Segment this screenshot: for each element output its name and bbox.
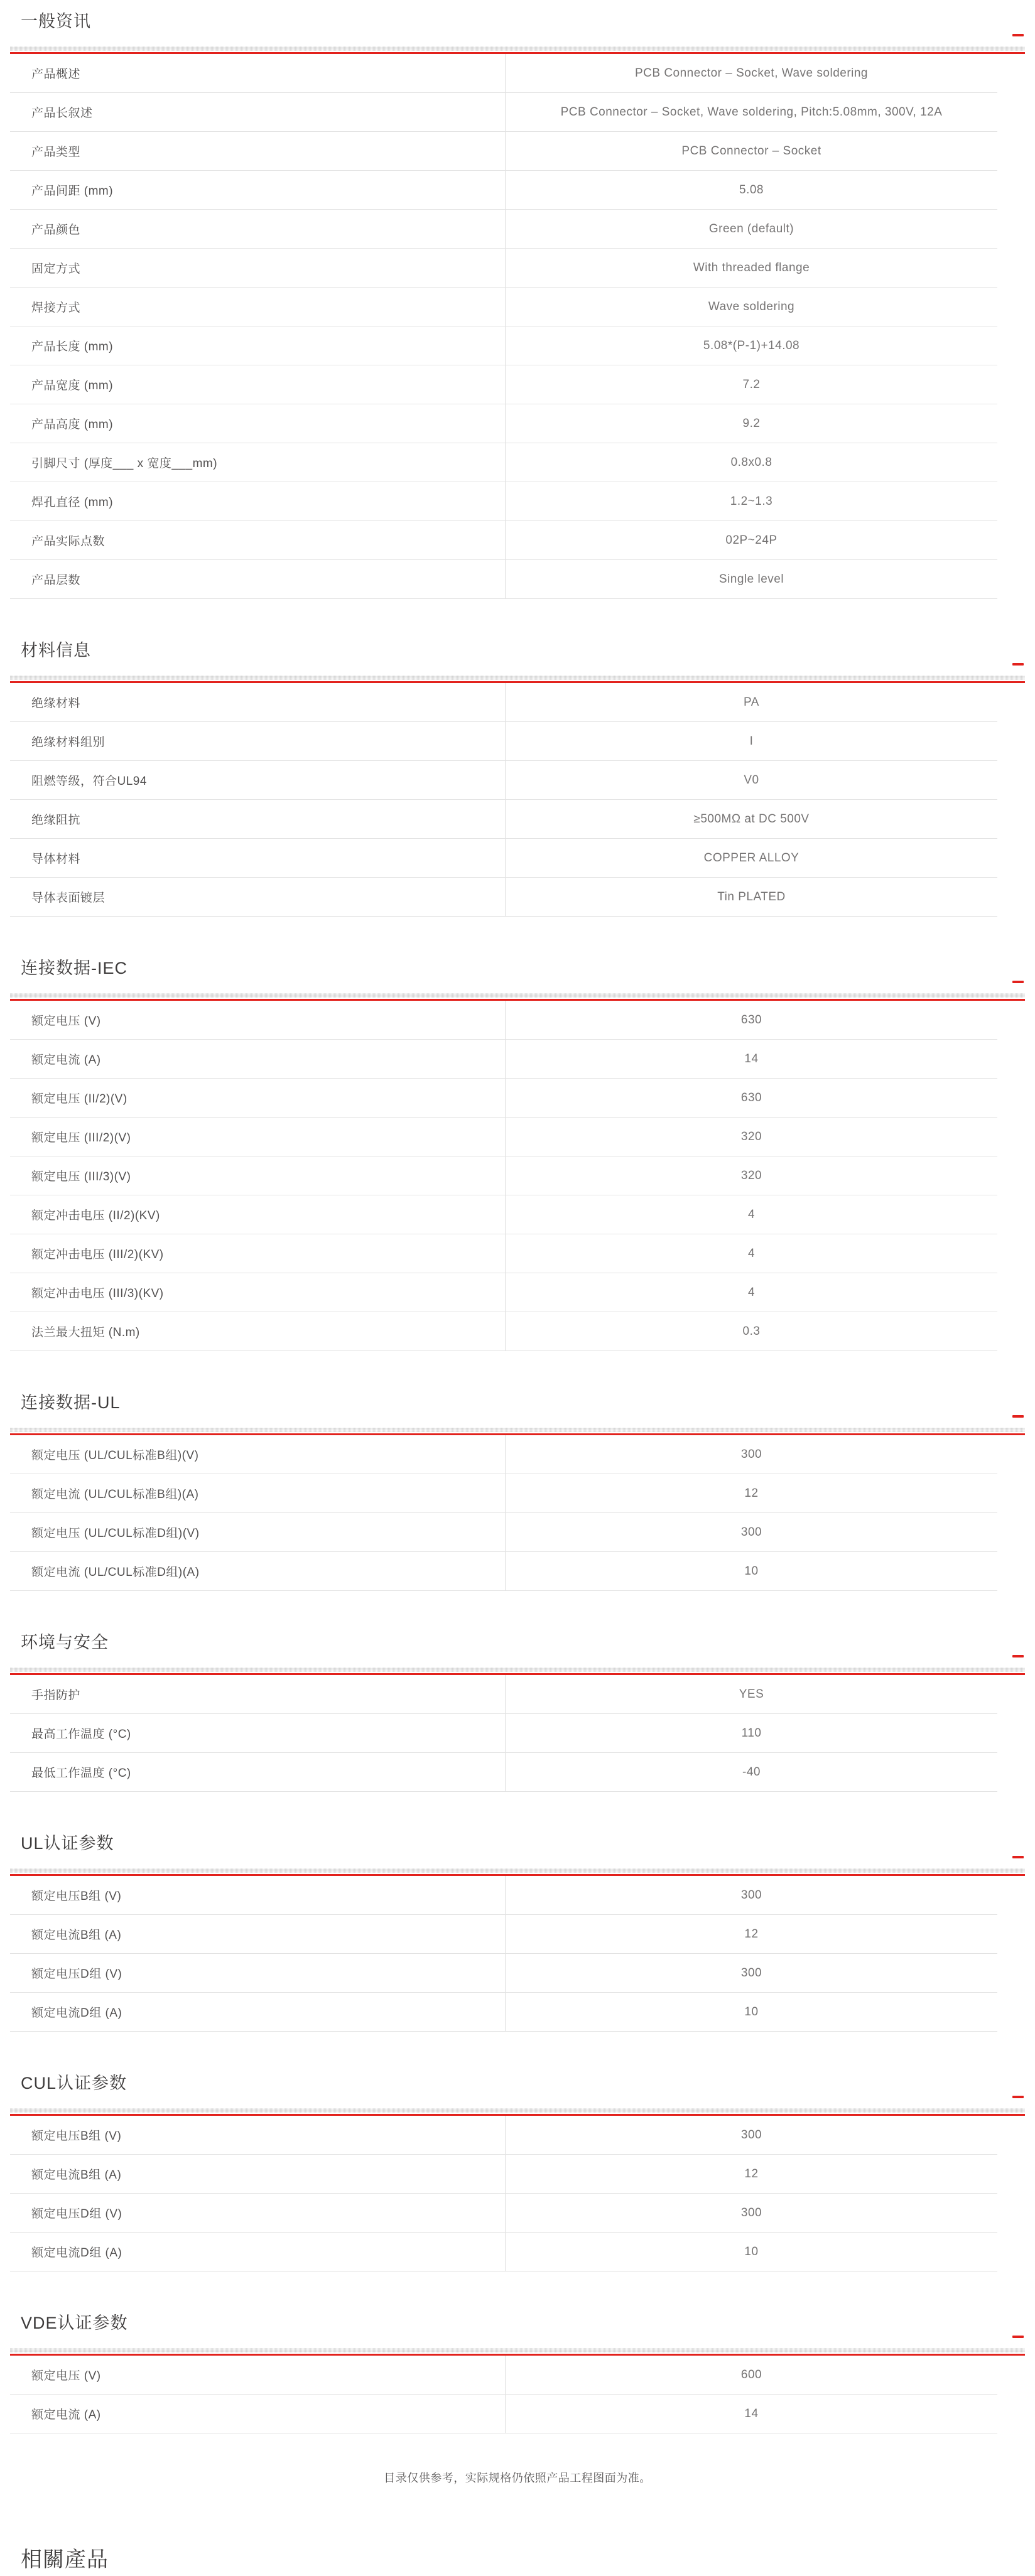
spec-row — [10, 1156, 997, 1195]
spec-value: 300 — [740, 1888, 762, 1902]
spec-table — [10, 1675, 997, 1792]
collapse-minus-icon[interactable] — [1012, 2096, 1024, 2098]
section-title: 环境与安全 — [21, 1633, 109, 1652]
section-material-info — [10, 638, 1025, 917]
hatch-band — [10, 676, 1025, 680]
related-products-title: 相關產品 — [21, 2548, 109, 2572]
spec-row — [10, 1195, 997, 1234]
spec-value: 10 — [744, 2005, 759, 2018]
spec-sections-container — [10, 9, 1025, 2433]
red-rule — [10, 2114, 1025, 2116]
spec-label: 导体材料 — [10, 839, 506, 877]
spec-row — [10, 1234, 997, 1273]
spec-row — [10, 2155, 997, 2194]
spec-row — [10, 1273, 997, 1312]
spec-row — [10, 1954, 997, 1993]
spec-value: 320 — [740, 1168, 762, 1182]
spec-label: 最高工作温度 (°C) — [10, 1714, 506, 1752]
spec-value: 600 — [740, 2368, 762, 2381]
collapse-minus-icon[interactable] — [1012, 981, 1024, 983]
spec-label: 额定电压B组 (V) — [10, 2116, 506, 2154]
spec-label: 额定冲击电压 (III/3)(KV) — [10, 1273, 506, 1312]
spec-value: 5.08 — [739, 183, 764, 197]
section-vde-certification — [10, 2310, 1025, 2433]
disclaimer-note: 目录仅供参考，实际规格仍依照产品工程图面为准。 — [384, 2472, 651, 2484]
section-environment-safety — [10, 1630, 1025, 1792]
spec-label: 额定电压B组 (V) — [10, 1876, 506, 1914]
spec-label: 额定电压 (III/2)(V) — [10, 1118, 506, 1156]
spec-label: 额定电压 (UL/CUL标准B组)(V) — [10, 1435, 506, 1474]
spec-row — [10, 722, 997, 761]
spec-label: 产品宽度 (mm) — [10, 365, 506, 404]
spec-label: 额定电流D组 (A) — [10, 2233, 506, 2271]
spec-row — [10, 443, 997, 482]
hatch-band — [10, 1668, 1025, 1672]
spec-value: With threaded flange — [693, 261, 810, 274]
spec-value: 300 — [740, 1966, 762, 1980]
spec-row — [10, 1079, 997, 1118]
collapse-minus-icon[interactable] — [1012, 1415, 1024, 1418]
section-rule-zone — [10, 676, 1025, 683]
spec-row — [10, 1876, 997, 1915]
spec-table — [10, 1435, 997, 1591]
section-general-info — [10, 9, 1025, 599]
spec-label: 绝缘阻抗 — [10, 800, 506, 838]
section-rule-zone — [10, 993, 1025, 1001]
spec-label: 绝缘材料 — [10, 683, 506, 721]
spec-label: 额定电流 (A) — [10, 1040, 506, 1078]
spec-label: 导体表面镀层 — [10, 878, 506, 916]
spec-row — [10, 2233, 997, 2272]
spec-value: 4 — [747, 1246, 756, 1260]
spec-row — [10, 2395, 997, 2433]
spec-label: 固定方式 — [10, 249, 506, 287]
spec-value: 4 — [747, 1285, 756, 1299]
section-title: 一般资讯 — [21, 12, 91, 31]
spec-value: 02P~24P — [725, 533, 778, 547]
spec-row — [10, 54, 997, 93]
spec-row — [10, 1435, 997, 1474]
spec-row — [10, 683, 997, 722]
collapse-minus-icon[interactable] — [1012, 1856, 1024, 1858]
collapse-minus-icon[interactable] — [1012, 1655, 1024, 1657]
section-title: 连接数据-IEC — [21, 959, 127, 978]
spec-value: 14 — [744, 1052, 759, 1065]
hatch-band — [10, 2108, 1025, 2113]
spec-row — [10, 288, 997, 326]
red-rule — [10, 999, 1025, 1001]
spec-value: 12 — [744, 1927, 759, 1941]
spec-row — [10, 365, 997, 404]
spec-value: 12 — [744, 2167, 759, 2180]
spec-label: 引脚尺寸 (厚度___ x 宽度___mm) — [10, 443, 506, 482]
spec-value: 300 — [740, 1525, 762, 1539]
section-title: CUL认证参数 — [21, 2074, 127, 2093]
spec-value: YES — [739, 1687, 764, 1701]
spec-value: 300 — [740, 1447, 762, 1461]
spec-table — [10, 683, 997, 917]
section-rule-zone — [10, 1668, 1025, 1675]
spec-label: 产品实际点数 — [10, 521, 506, 559]
hatch-band — [10, 1868, 1025, 1873]
spec-value: 10 — [744, 1564, 759, 1578]
spec-row — [10, 2116, 997, 2155]
spec-table — [10, 2116, 997, 2272]
spec-label: 阻燃等级，符合UL94 — [10, 761, 506, 799]
section-title: VDE认证参数 — [21, 2314, 128, 2332]
spec-row — [10, 1753, 997, 1792]
spec-label: 焊孔直径 (mm) — [10, 482, 506, 520]
section-title: UL认证参数 — [21, 1834, 114, 1853]
spec-label: 额定电流B组 (A) — [10, 1915, 506, 1953]
spec-label: 产品颜色 — [10, 210, 506, 248]
section-rule-zone — [10, 1868, 1025, 1876]
red-rule — [10, 1673, 1025, 1675]
section-connection-data-ul — [10, 1390, 1025, 1591]
spec-value: I — [749, 734, 754, 748]
section-rule-zone — [10, 46, 1025, 54]
spec-row — [10, 1474, 997, 1513]
spec-value: Wave soldering — [708, 299, 795, 313]
spec-label: 额定电压 (UL/CUL标准D组)(V) — [10, 1513, 506, 1551]
spec-value: PCB Connector – Socket — [681, 144, 821, 158]
spec-row — [10, 761, 997, 800]
section-rule-zone — [10, 1428, 1025, 1435]
spec-value: 320 — [740, 1129, 762, 1143]
spec-label: 绝缘材料组别 — [10, 722, 506, 760]
spec-row — [10, 1714, 997, 1753]
spec-value: 4 — [747, 1207, 756, 1221]
spec-row — [10, 326, 997, 365]
spec-label: 额定电流B组 (A) — [10, 2155, 506, 2193]
spec-row — [10, 2194, 997, 2233]
hatch-band — [10, 1428, 1025, 1432]
spec-row — [10, 521, 997, 560]
spec-row — [10, 1552, 997, 1591]
spec-row — [10, 1513, 997, 1552]
spec-value: PA — [744, 695, 759, 709]
spec-label: 额定电压 (V) — [10, 1001, 506, 1039]
section-ul-certification — [10, 1831, 1025, 2032]
spec-label: 焊接方式 — [10, 288, 506, 326]
red-rule — [10, 1433, 1025, 1435]
red-rule — [10, 1874, 1025, 1876]
spec-row — [10, 1312, 997, 1351]
spec-row — [10, 1118, 997, 1156]
spec-value: 300 — [740, 2206, 762, 2219]
spec-label: 额定电压 (V) — [10, 2356, 506, 2394]
spec-row — [10, 2356, 997, 2395]
spec-table — [10, 54, 997, 599]
spec-value: ≥500MΩ at DC 500V — [693, 812, 810, 826]
spec-row — [10, 560, 997, 599]
spec-row — [10, 1915, 997, 1954]
spec-label: 产品间距 (mm) — [10, 171, 506, 209]
spec-label: 额定电压D组 (V) — [10, 2194, 506, 2232]
spec-row — [10, 1993, 997, 2032]
spec-label: 产品类型 — [10, 132, 506, 170]
spec-label: 手指防护 — [10, 1675, 506, 1713]
section-rule-zone — [10, 2108, 1025, 2116]
spec-row — [10, 404, 997, 443]
section-connection-data-iec — [10, 956, 1025, 1351]
spec-label: 产品高度 (mm) — [10, 404, 506, 443]
spec-label: 额定电压 (III/3)(V) — [10, 1156, 506, 1195]
section-cul-certification — [10, 2071, 1025, 2272]
spec-value: Green (default) — [708, 222, 794, 235]
spec-label: 额定电流 (UL/CUL标准B组)(A) — [10, 1474, 506, 1512]
section-title: 连接数据-UL — [21, 1393, 121, 1412]
red-rule — [10, 2354, 1025, 2356]
spec-row — [10, 878, 997, 917]
spec-value: Tin PLATED — [717, 890, 786, 903]
spec-label: 额定电压 (II/2)(V) — [10, 1079, 506, 1117]
spec-value: 5.08*(P-1)+14.08 — [703, 338, 800, 352]
spec-value: 14 — [744, 2406, 759, 2420]
collapse-minus-icon[interactable] — [1012, 2336, 1024, 2338]
spec-label: 额定电流 (A) — [10, 2395, 506, 2433]
spec-value: 0.3 — [742, 1324, 761, 1338]
spec-row — [10, 249, 997, 288]
spec-row — [10, 1040, 997, 1079]
spec-value: Single level — [718, 572, 784, 586]
spec-value: COPPER ALLOY — [703, 851, 799, 865]
spec-table — [10, 1001, 997, 1351]
spec-label: 额定电压D组 (V) — [10, 1954, 506, 1992]
section-rule-zone — [10, 2348, 1025, 2356]
spec-label: 法兰最大扭矩 (N.m) — [10, 1312, 506, 1350]
spec-label: 额定冲击电压 (II/2)(KV) — [10, 1195, 506, 1234]
spec-row — [10, 482, 997, 521]
spec-value: 1.2~1.3 — [730, 494, 773, 508]
spec-value: PCB Connector – Socket, Wave soldering, Pitch:5.08mm, 300V, 12A — [560, 105, 943, 119]
collapse-minus-icon[interactable] — [1012, 663, 1024, 666]
spec-value: 110 — [741, 1726, 762, 1740]
spec-label: 产品概述 — [10, 54, 506, 92]
spec-label: 产品层数 — [10, 560, 506, 598]
spec-label: 最低工作温度 (°C) — [10, 1753, 506, 1791]
spec-value: 7.2 — [742, 377, 761, 391]
spec-value: 9.2 — [742, 416, 761, 430]
hatch-band — [10, 2348, 1025, 2352]
spec-table — [10, 1876, 997, 2032]
hatch-band — [10, 46, 1025, 51]
section-title: 材料信息 — [21, 641, 91, 660]
spec-row — [10, 839, 997, 878]
spec-value: 630 — [740, 1013, 762, 1027]
spec-value: 10 — [744, 2245, 759, 2258]
spec-label: 额定电流D组 (A) — [10, 1993, 506, 2031]
spec-row — [10, 132, 997, 171]
spec-row — [10, 1001, 997, 1040]
spec-row — [10, 93, 997, 132]
hatch-band — [10, 993, 1025, 998]
spec-row — [10, 210, 997, 249]
spec-label: 额定冲击电压 (III/2)(KV) — [10, 1234, 506, 1273]
spec-value: -40 — [742, 1765, 761, 1779]
spec-value: 12 — [744, 1486, 759, 1500]
spec-table — [10, 2356, 997, 2433]
red-rule — [10, 52, 1025, 54]
spec-label: 产品长度 (mm) — [10, 326, 506, 365]
spec-label: 产品长叙述 — [10, 93, 506, 131]
spec-value: 300 — [740, 2128, 762, 2142]
collapse-minus-icon[interactable] — [1012, 34, 1024, 36]
spec-value: 0.8x0.8 — [730, 455, 772, 469]
red-rule — [10, 681, 1025, 683]
spec-value: PCB Connector – Socket, Wave soldering — [634, 66, 869, 80]
spec-row — [10, 171, 997, 210]
spec-value: V0 — [744, 773, 759, 787]
spec-row — [10, 800, 997, 839]
spec-value: 630 — [740, 1091, 762, 1104]
spec-row — [10, 1675, 997, 1714]
spec-label: 额定电流 (UL/CUL标准D组)(A) — [10, 1552, 506, 1590]
